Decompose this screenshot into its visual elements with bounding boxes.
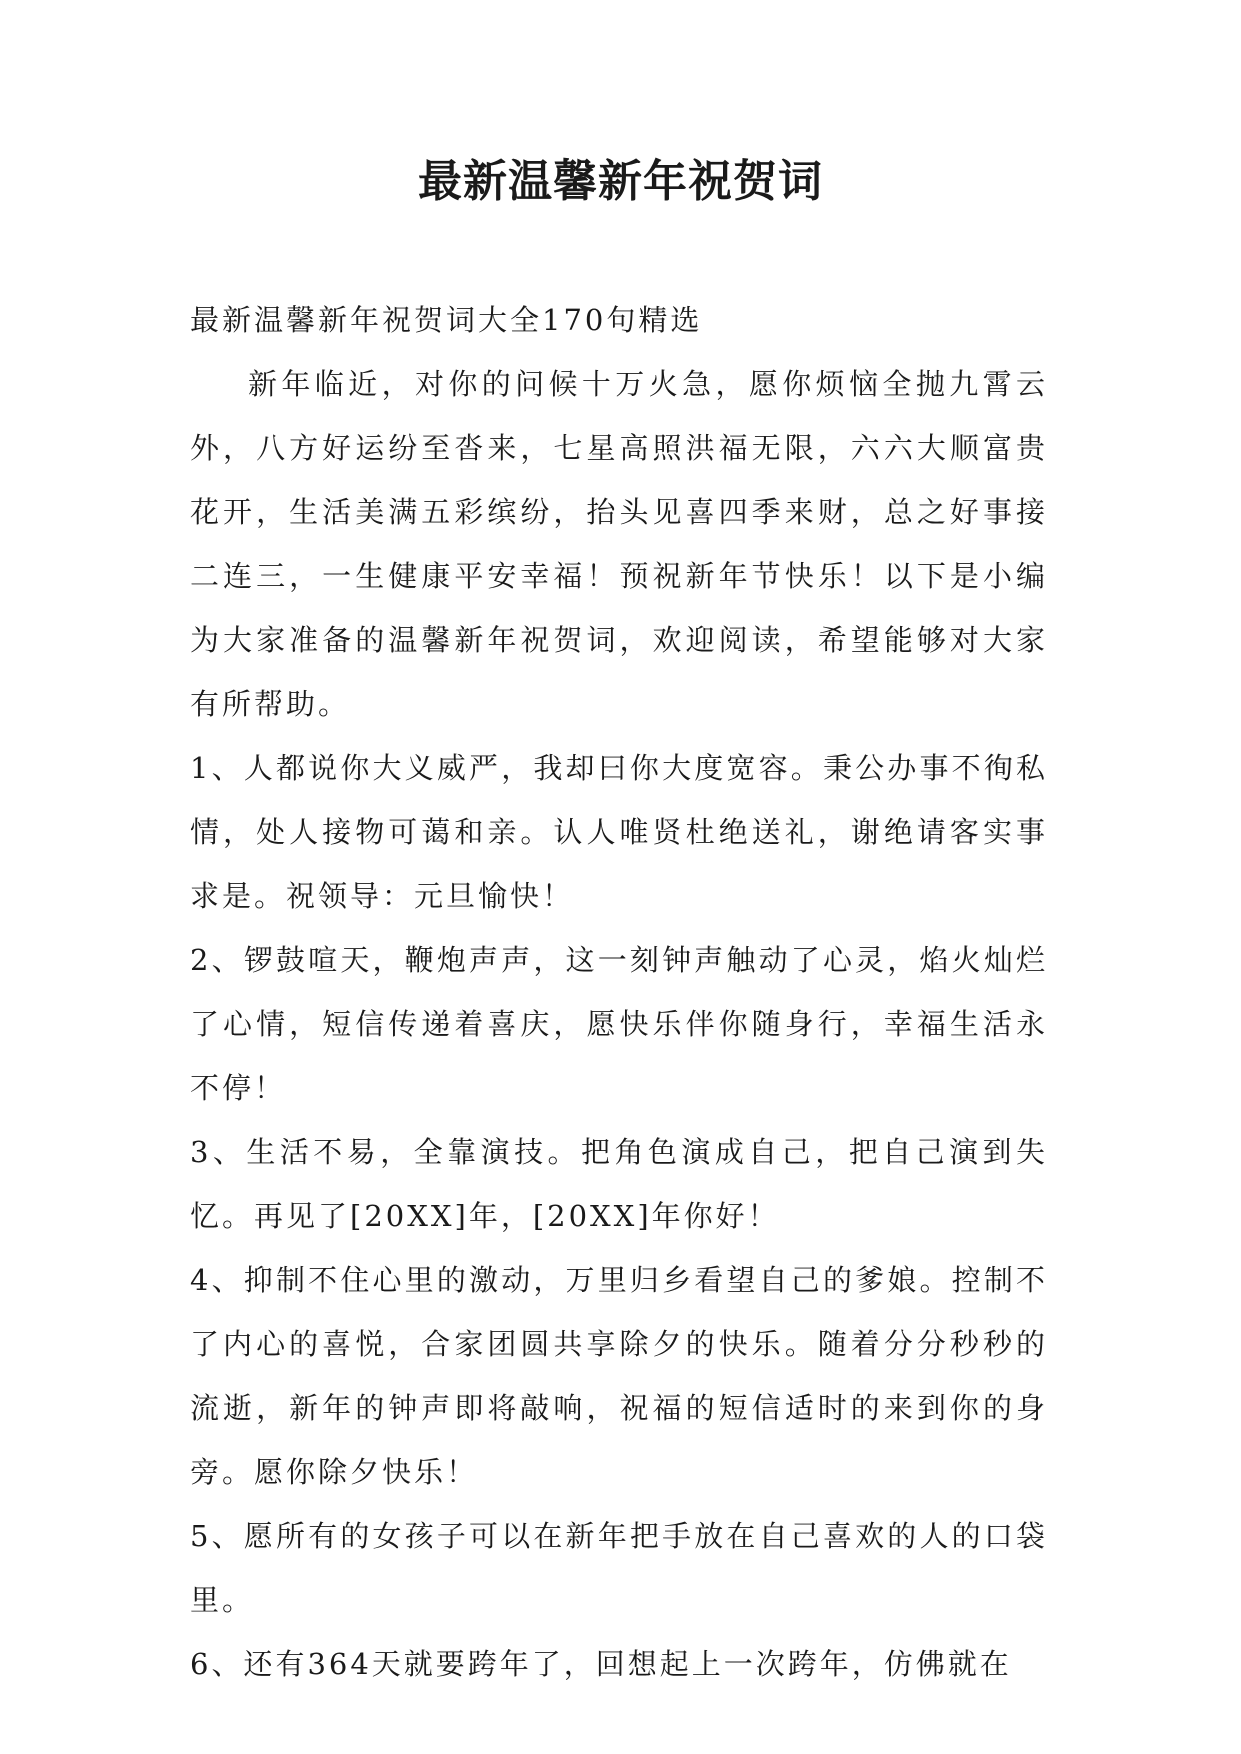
greeting-item-2: 2、锣鼓喧天，鞭炮声声，这一刻钟声触动了心灵，焰火灿烂了心情，短信传递着喜庆，愿快乐伴你随身行，幸福生活永不停！ [190, 943, 1048, 1105]
greeting-item-3: 3、生活不易，全靠演技。把角色演成自己，把自己演到失忆。再见了[20XX]年，[20XX]年你好！ [190, 1135, 1048, 1233]
document-body [190, 288, 1048, 1696]
document-title: 最新温馨新年祝贺词 [418, 156, 823, 207]
greeting-item-6: 6、还有364天就要跨年了，回想起上一次跨年，仿佛就在 [190, 1647, 1012, 1681]
greeting-item-5: 5、愿所有的女孩子可以在新年把手放在自己喜欢的人的口袋里。 [190, 1519, 1048, 1617]
greeting-item-4: 4、抑制不住心里的激动，万里归乡看望自己的爹娘。控制不了内心的喜悦，合家团圆共享除夕的快乐。随着分分秒秒的流逝，新年的钟声即将敲响，祝福的短信适时的来到你的身旁。愿你除夕快乐！ [190, 1263, 1048, 1489]
document-subtitle: 最新温馨新年祝贺词大全170句精选 [190, 303, 703, 337]
intro-paragraph: 新年临近，对你的问候十万火急，愿你烦恼全抛九霄云外，八方好运纷至沓来，七星高照洪福无限，六六大顺富贵花开，生活美满五彩缤纷，抬头见喜四季来财，总之好事接二连三，一生健康平安幸福！预祝新年节快乐！以下是小编为大家准备的温馨新年祝贺词，欢迎阅读，希望能够对大家有所帮助。 [190, 367, 1048, 721]
greeting-item-1: 1、人都说你大义威严，我却曰你大度宽容。秉公办事不徇私情，处人接物可蔼和亲。认人唯贤杜绝送礼，谢绝请客实事求是。祝领导：元旦愉快！ [190, 751, 1048, 913]
